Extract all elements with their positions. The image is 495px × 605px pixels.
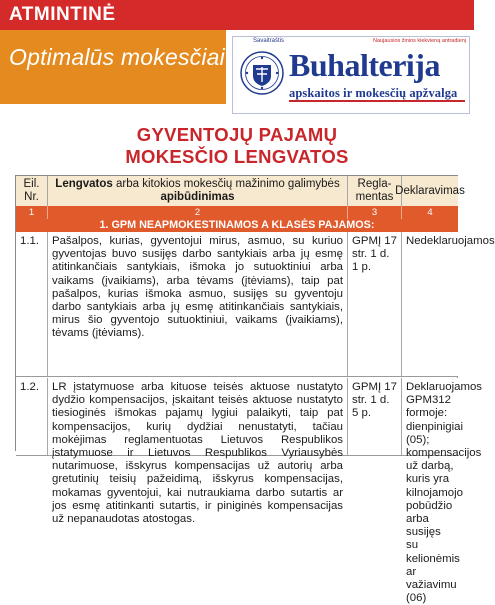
table-header-row	[16, 176, 465, 206]
header-cell-description	[48, 176, 348, 206]
column-number: 1	[16, 206, 48, 219]
column-number: 3	[348, 206, 402, 219]
row-declaration: Deklaruojamos GPM312 formoje: dienpinigiai (05); kompensacijos už darbą, kuris yra kilnojamojo pobūdžio arba susijęs su kelionėmis ar važiavimu (06)	[406, 381, 482, 605]
column-number: 4	[427, 207, 433, 218]
table-row	[16, 232, 495, 377]
table-row	[16, 378, 482, 605]
row-regulation: GPMĮ 17 str. 1 d. 1 p.	[348, 232, 402, 376]
column-number: 2	[48, 206, 348, 219]
section-heading-line2: MOKESČIO LENGVATOS	[125, 146, 349, 167]
header-cell-regulation	[348, 176, 402, 206]
header-desc-normal: arba kitokios mokesčių mažinimo galimybės	[112, 178, 340, 190]
header-regulation-line1: Regla-	[357, 178, 392, 190]
header-cell-number	[16, 176, 48, 206]
tax-benefits-table	[16, 175, 495, 605]
header-desc-bold-b: apibūdinimas	[160, 191, 235, 203]
row-number: 1.1.	[16, 232, 48, 376]
header-regulation-line2: mentas	[355, 191, 394, 203]
page-title: Optimalūs mokesčiai	[9, 44, 225, 70]
row-regulation: GPMĮ 17 str. 1 d. 5 p.	[348, 378, 402, 455]
coat-of-arms-icon	[239, 50, 285, 96]
header-declaration-line1: Deklaravimas	[395, 184, 465, 197]
header-number-line1: Eil.	[23, 178, 40, 190]
weekly-label: Savaitraštis	[253, 38, 285, 44]
column-number-row	[16, 206, 458, 219]
section-heading-line1: GYVENTOJŲ PAJAMŲ	[136, 124, 338, 145]
row-declaration: Nedeklaruojamos	[406, 235, 495, 247]
row-description: LR įstatymuose arba kituose teisės aktuose nustatyto dydžio kompensacijos, įskaitant teisės aktuose nustatyto tiesioginės išmokas pajamų lygiui palaikyti, taip pat kompensacijos, kurių dydžiai nenustatyti, tačiau mokėjimas reglamentuotas Lietuvos Respublikos įstatymuose ir Lietuvos Respublikos Vyriausybės nutarimuose, išskyrus kompensacijas už autorių arba gretutinių teisių pažeidimą, išskyrus kompensacijas, mokamas gyventojui, kai nutraukiama darbo sutartis ar jos esmę atitinkanti sutartis, ir piniginės kompensacijas už nepanaudotas atostogas.	[48, 378, 348, 455]
title-band	[0, 30, 226, 104]
header-desc-bold-a: Lengvatos	[55, 178, 113, 190]
row-description: Pašalpos, kurias, gyventojui mirus, asmuo, su kuriuo gyventojas buvo susijęs darbo santykiais arba jų esmę atitinkančiais santykiais, išmoka jo sutuoktiniui arba vaikams (įvaikiams), arba tėvams (įtėviams), taip pat pašalpos, kurias išmoka asmuo, susijęs su gyventoju darbo santykiais arba jų esmę atitinkančiais santykiais, mirus šio gyventojo sutuoktiniui, vaikams (įvaikiams), tėvams (įtėviams).	[48, 232, 348, 376]
header-number-line2: Nr.	[24, 191, 39, 203]
header-cell-declaration	[395, 176, 465, 206]
masthead-brand: Buhalterija	[289, 47, 440, 83]
section-banner	[0, 0, 474, 30]
masthead-tagline: Naujausios žinios kiekvieną antradienį	[373, 38, 466, 44]
masthead-rule	[289, 100, 465, 102]
newspaper-masthead	[232, 36, 470, 114]
row-number: 1.2.	[16, 378, 48, 455]
section-title-row: 1. GPM NEAPMOKESTINAMOS A KLASĖS PAJAMOS:	[16, 219, 458, 232]
section-label: ATMINTINĖ	[9, 4, 116, 25]
masthead-subline: apskaitos ir mokesčių apžvalga	[289, 86, 458, 100]
